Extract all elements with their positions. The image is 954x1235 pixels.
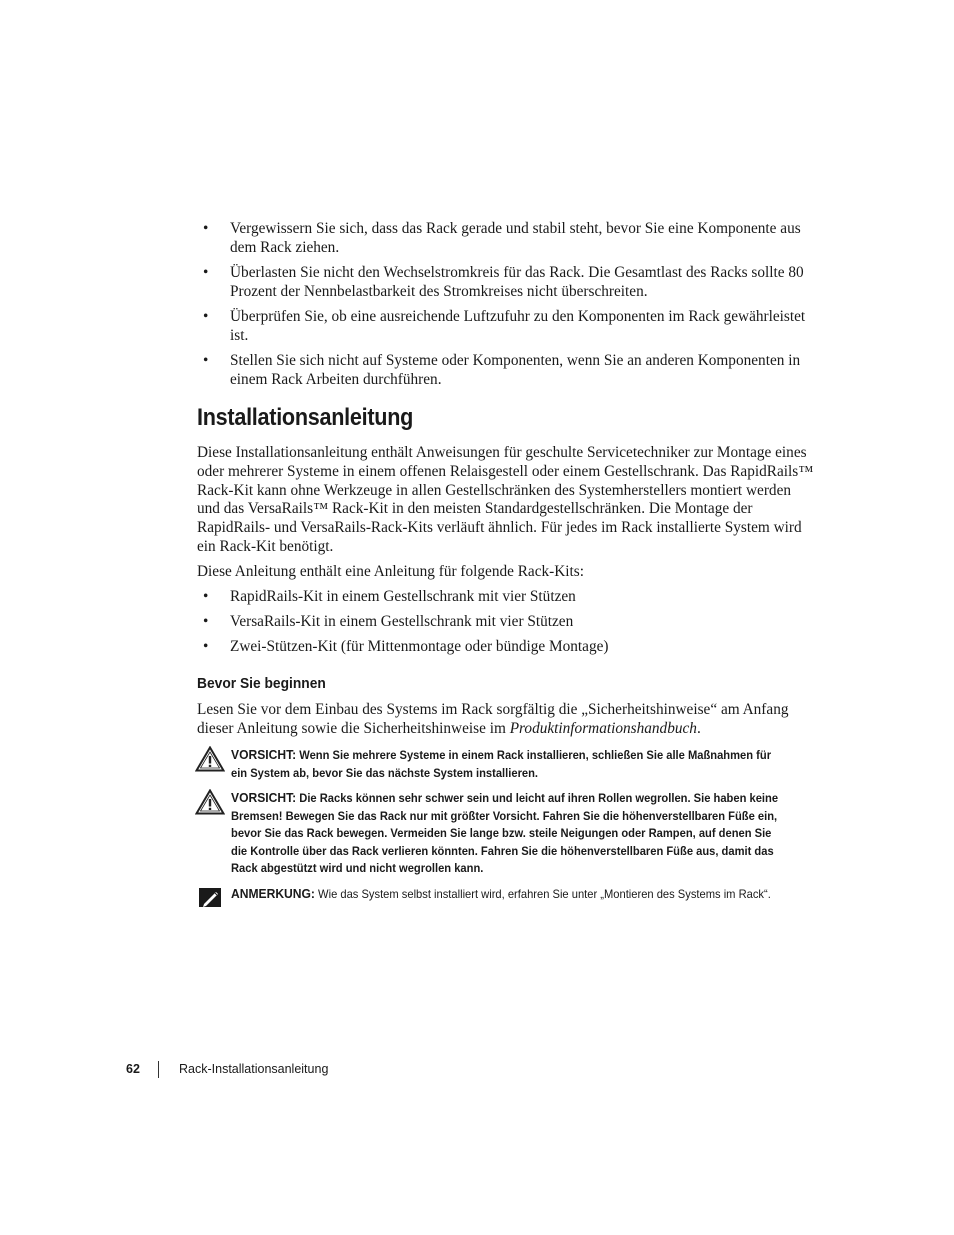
warning-triangle-icon (195, 746, 225, 772)
page-number: 62 (126, 1062, 140, 1076)
before-you-begin-paragraph: Lesen Sie vor dem Einbau des Systems im Rack sorgfältig die „Sicherheitshinweise“ am Anfang dieser Anleitung sowie die Sicherheitshinweise im Produktinformationshandbuch. (197, 701, 789, 737)
rack-kit-list (197, 587, 817, 662)
bullet-dot: • (203, 588, 209, 605)
footer-divider (158, 1061, 159, 1078)
kits-intro-paragraph: Diese Anleitung enthält eine Anleitung für folgende Rack-Kits: (197, 563, 585, 580)
notice-label: VORSICHT: (231, 747, 297, 762)
intro-paragraph: Diese Installationsanleitung enthält Anweisungen für geschulte Servicetechniker zur Montage eines oder mehrerer Systeme in einem offenen Relaisgestell oder einem Gestellschrank. Das RapidRails™ Rack-Kit kann ohne Werkzeuge in allen Gestellschränken des Systemherstellers montiert werden und das VersaRails™ Rack-Kit in den meisten Standardgestellschränken. Die Montage der RapidRails- und VersaRails-Rack-Kits verläuft ähnlich. Für jedes im Rack installierte System wird ein Rack-Kit benötigt. (197, 444, 814, 555)
safety-bullet-list (197, 219, 817, 395)
caution-text (231, 746, 780, 782)
notice-body: Wie das System selbst installiert wird, erfahren Sie unter „Montieren des Systems im Rack“. (314, 887, 771, 901)
list-item: • RapidRails-Kit in einem Gestellschrank mit vier Stützen (203, 588, 576, 605)
list-item: • Zwei-Stützen-Kit (für Mittenmontage oder bündige Montage) (203, 638, 609, 655)
bullet-dot: • (203, 264, 209, 281)
list-item: • Überprüfen Sie, ob eine ausreichende Luftzufuhr zu den Komponenten im Rack gewährleistet ist. (203, 308, 806, 344)
notice-body: Die Racks können sehr schwer sein und leicht auf ihren Rollen wegrollen. Sie haben keine Bremsen! Bewegen Sie das Rack nur mit größter Vorsicht. Fahren Sie die höhenverstellbaren Füße ein, bevor Sie das Rack bewegen. Vermeiden Sie lange bzw. steile Neigungen oder Rampen, auf denen Sie die Kontrolle über das Rack verlieren könnten. Fahren Sie die höhenverstellbaren Füße aus, damit das Rack abgestützt wird und nicht wegrollen kann. (231, 791, 779, 875)
list-item: • VersaRails-Kit in einem Gestellschrank mit vier Stützen (203, 613, 574, 630)
list-item: • Überlasten Sie nicht den Wechselstromkreis für das Rack. Die Gesamtlast des Racks sollte 80 Prozent der Nennbelastbarkeit des Stromkreises nicht überschreiten. (203, 264, 804, 300)
bullet-dot: • (203, 220, 209, 237)
list-item: • Stellen Sie sich nicht auf Systeme oder Komponenten, wenn Sie an anderen Komponenten in einem Rack Arbeiten durchführen. (203, 352, 801, 388)
list-item: • Vergewissern Sie sich, dass das Rack gerade und stabil steht, bevor Sie eine Komponente aus dem Rack ziehen. (203, 220, 801, 256)
warning-triangle-icon (195, 789, 225, 815)
manual-title: Produktinformationshandbuch (509, 719, 697, 737)
bullet-dot: • (203, 352, 209, 369)
footer-title: Rack-Installationsanleitung (179, 1062, 329, 1076)
bullet-dot: • (203, 638, 209, 655)
section-heading: Installationsanleitung (197, 404, 414, 431)
bullet-dot: • (203, 308, 209, 325)
notice-label: VORSICHT: (231, 790, 297, 805)
notice-label: ANMERKUNG: (231, 886, 315, 901)
note-text (231, 885, 780, 904)
subsection-heading: Bevor Sie beginnen (197, 675, 326, 692)
note-pencil-icon (195, 885, 225, 911)
notice-body: Wenn Sie mehrere Systeme in einem Rack installieren, schließen Sie alle Maßnahmen für ein System ab, bevor Sie das nächste System installieren. (231, 748, 772, 780)
caution-text (231, 789, 780, 878)
bullet-dot: • (203, 613, 209, 630)
